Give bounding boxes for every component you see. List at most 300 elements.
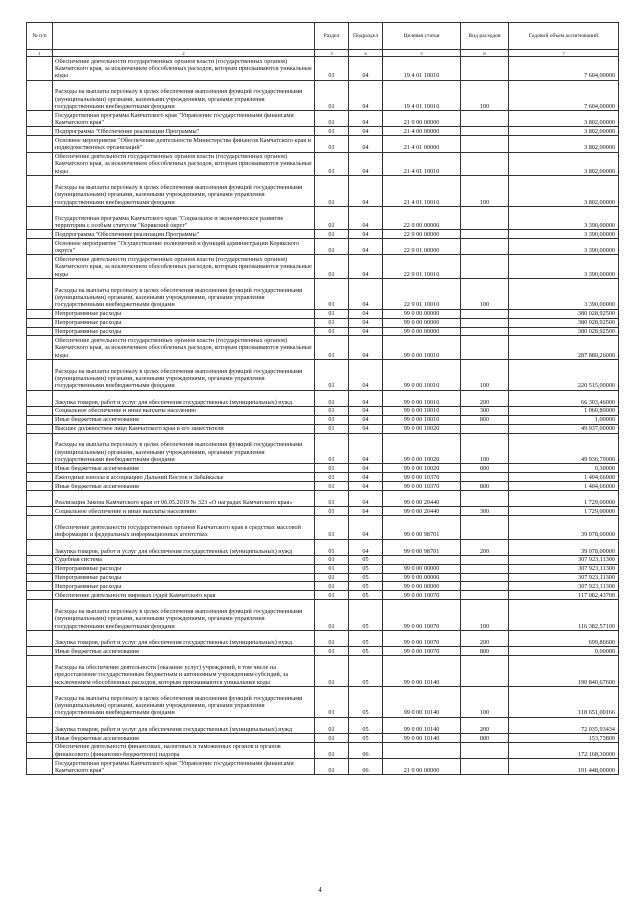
cell-podrazdel: 04 [349,482,383,491]
cell-podrazdel: 04 [349,464,383,473]
cell-podrazdel: 06 [349,742,383,758]
cell-expense-type: 100 [461,80,509,111]
cell-name: Государственная программа Камчатского края "Социальное и экономическое развитие территории с особым статусом "Корякский округ" [53,206,315,230]
cell-razdel: 01 [315,600,349,631]
cell-name: Закупка товаров, работ и услуг для обеспечения государственных (муниципальных) нужд [53,717,315,733]
cell-expense-type [461,230,509,239]
cell-expense-type: 800 [461,464,509,473]
cell-amount: 3 390,00000 [509,255,619,279]
table-row [27,127,619,136]
cell-podrazdel: 05 [349,600,383,631]
table-row [27,555,619,564]
cell-expense-type: 800 [461,647,509,656]
cell-name: Судебная система [53,555,315,564]
cell-target-article: 99 0 00 10140 [383,656,461,687]
cell-target-article: 19 4 01 10010 [383,80,461,111]
cell-podrazdel: 05 [349,555,383,564]
cell-num [27,127,53,136]
cell-expense-type [461,336,509,360]
cell-razdel: 01 [315,582,349,591]
table-row [27,278,619,309]
table-row [27,717,619,733]
cell-expense-type [461,516,509,540]
cell-name: Расходы на выплаты персоналу в целях обеспечения выполнения функций государственными (муниципальными) органами, казенными учреждениями, органами управления государственными внебюджетными фондами [53,686,315,717]
table-row [27,539,619,555]
cell-target-article: 99 0 00 98701 [383,516,461,540]
cell-expense-type [461,255,509,279]
cell-amount: 380 028,92500 [509,309,619,318]
cell-num [27,591,53,600]
cell-razdel: 01 [315,390,349,406]
cell-razdel: 01 [315,230,349,239]
cell-num [27,555,53,564]
table-row [27,230,619,239]
cell-target-article: 99 0 00 10020 [383,424,461,433]
cell-target-article: 99 0 00 00000 [383,327,461,336]
cell-razdel: 01 [315,57,349,81]
cell-expense-type: 800 [461,482,509,491]
table-row [27,206,619,230]
cell-amount: 66 303,46000 [509,390,619,406]
cell-name: Расходы на выплаты персоналу в целях обеспечения выполнения функций государственными (муниципальными) органами, казенными учреждениями, органами управления государственными внебюджетными фондами [53,359,315,390]
cell-podrazdel: 04 [349,230,383,239]
cell-amount: 7 604,00000 [509,57,619,81]
cell-podrazdel: 04 [349,152,383,176]
cell-target-article: 99 0 00 00000 [383,318,461,327]
cell-name: Расходы на выплаты персоналу в целях обеспечения выполнения функций государственными (муниципальными) органами, казенными учреждениями, органами управления государственными внебюджетными фондами [53,433,315,464]
cell-expense-type: 200 [461,539,509,555]
table-row [27,631,619,647]
cell-podrazdel: 05 [349,647,383,656]
table-row [27,656,619,687]
cell-num [27,309,53,318]
cell-expense-type [461,491,509,507]
cell-razdel: 01 [315,555,349,564]
cell-podrazdel: 04 [349,80,383,111]
cell-razdel: 01 [315,111,349,127]
cell-razdel: 01 [315,239,349,255]
cell-num [27,742,53,758]
table-row [27,176,619,207]
table-row [27,80,619,111]
cell-target-article: 99 0 00 00000 [383,309,461,318]
cell-amount: 307 923,11300 [509,564,619,573]
cell-target-article: 22 9 01 00000 [383,239,461,255]
cell-target-article: 99 0 00 10140 [383,717,461,733]
cell-num [27,600,53,631]
cell-num [27,136,53,152]
cell-num [27,564,53,573]
cell-target-article: 99 0 00 00000 [383,573,461,582]
cell-name: Обеспечение деятельности мировых судей Камчатского края [53,591,315,600]
cell-name: Иные бюджетные ассигнования [53,415,315,424]
cell-expense-type: 800 [461,415,509,424]
cell-target-article: 99 0 00 10010 [383,406,461,415]
cell-name: Расходы на выплаты персоналу в целях обеспечения выполнения функций государственными (муниципальными) органами, казенными учреждениями, органами управления государственными внебюджетными фондами [53,80,315,111]
budget-allocation-table [26,22,619,775]
cell-amount: 39 078,00000 [509,516,619,540]
table-row [27,686,619,717]
cell-num [27,80,53,111]
cell-target-article: 99 0 00 10010 [383,415,461,424]
cell-amount: 1 729,00000 [509,491,619,507]
cell-amount: 1 404,66000 [509,473,619,482]
table-row [27,600,619,631]
cell-amount: 1 060,80000 [509,406,619,415]
cell-expense-type: 200 [461,390,509,406]
table-header-row [27,23,619,50]
cell-podrazdel: 04 [349,278,383,309]
cell-podrazdel: 05 [349,686,383,717]
cell-podrazdel: 04 [349,424,383,433]
table-row [27,406,619,415]
cell-amount: 3 390,00000 [509,278,619,309]
cell-expense-type: 100 [461,278,509,309]
cell-expense-type: 100 [461,600,509,631]
cell-target-article: 99 0 00 10140 [383,686,461,717]
cell-name: Социальное обеспечение и иные выплаты населению [53,507,315,516]
cell-name: Подпрограмма "Обеспечение реализации Программы" [53,230,315,239]
cell-podrazdel: 04 [349,336,383,360]
header-annual-amount: Годовой объем ассигнований [509,23,619,50]
cell-razdel: 01 [315,309,349,318]
header-name [53,23,315,50]
cell-expense-type [461,591,509,600]
cell-num [27,152,53,176]
cell-target-article: 99 0 00 10370 [383,473,461,482]
table-row [27,758,619,774]
cell-name: Иные бюджетные ассигнования [53,733,315,742]
cell-name: Закупка товаров, работ и услуг для обеспечения государственных (муниципальных) нужд [53,631,315,647]
cell-target-article: 22 9 00 00000 [383,230,461,239]
cell-name: Основное мероприятие "Обеспечение деятельности Министерства финансов Камчатского края и подведомственных организаций" [53,136,315,152]
cell-razdel: 01 [315,631,349,647]
cell-podrazdel: 05 [349,717,383,733]
table-row [27,742,619,758]
cell-podrazdel: 04 [349,309,383,318]
cell-num [27,491,53,507]
cell-amount: 39 078,00000 [509,539,619,555]
cell-amount: 3 390,00000 [509,206,619,230]
cell-amount: 101 448,00000 [509,758,619,774]
cell-expense-type [461,573,509,582]
table-row [27,473,619,482]
cell-expense-type [461,318,509,327]
cell-podrazdel: 04 [349,206,383,230]
cell-amount: 49 936,70000 [509,433,619,464]
column-number: 4 [349,50,383,57]
cell-name: Расходы на выплаты персоналу в целях обеспечения выполнения функций государственными (муниципальными) органами, казенными учреждениями, органами управления государственными внебюджетными фондами [53,600,315,631]
cell-num [27,359,53,390]
cell-target-article: 99 0 00 10140 [383,733,461,742]
cell-amount: 3 802,00000 [509,152,619,176]
cell-name: Обеспечение деятельности государственных органов власти (государственных органов) Камчатского края, за исключением обособленных расходов, которым присваиваются уникальные коды [53,255,315,279]
cell-target-article: 99 0 00 10070 [383,647,461,656]
cell-razdel: 01 [315,464,349,473]
cell-num [27,176,53,207]
cell-expense-type: 200 [461,717,509,733]
cell-podrazdel: 04 [349,415,383,424]
cell-podrazdel: 05 [349,582,383,591]
cell-target-article: 21 4 01 00000 [383,136,461,152]
cell-amount: 72 035,93434 [509,717,619,733]
cell-podrazdel: 04 [349,539,383,555]
cell-razdel: 01 [315,491,349,507]
cell-num [27,482,53,491]
cell-num [27,516,53,540]
cell-name: Непрограммные расходы [53,582,315,591]
cell-target-article: 99 0 00 10070 [383,591,461,600]
table-row [27,733,619,742]
cell-podrazdel: 04 [349,359,383,390]
cell-target-article: 99 0 00 10020 [383,464,461,473]
cell-razdel: 01 [315,136,349,152]
column-number: 2 [53,50,315,57]
cell-podrazdel: 05 [349,631,383,647]
cell-expense-type [461,309,509,318]
cell-target-article: 99 0 00 10010 [383,336,461,360]
cell-name: Основное мероприятие "Осуществление полномочий и функций администрации Корякского округа" [53,239,315,255]
cell-amount: 1,00000 [509,415,619,424]
cell-target-article: 21 4 01 10010 [383,176,461,207]
cell-amount: 3 802,00000 [509,111,619,127]
cell-name: Государственная программа Камчатского края "Управление государственными финансами Камчатского края" [53,111,315,127]
cell-target-article: 99 0 00 98701 [383,539,461,555]
cell-target-article: 99 0 00 10070 [383,631,461,647]
cell-amount: 118 651,00166 [509,686,619,717]
cell-amount: 49 937,00000 [509,424,619,433]
cell-target-article: 19 4 01 10010 [383,57,461,81]
cell-expense-type [461,206,509,230]
cell-name: Социальное обеспечение и иные выплаты населению [53,406,315,415]
cell-razdel: 01 [315,482,349,491]
cell-expense-type [461,127,509,136]
cell-razdel: 01 [315,591,349,600]
cell-num [27,686,53,717]
cell-razdel: 01 [315,656,349,687]
cell-amount: 172 168,30000 [509,742,619,758]
table-row [27,491,619,507]
cell-name: Закупка товаров, работ и услуг для обеспечения государственных (муниципальных) нужд [53,390,315,406]
cell-amount: 380 028,92500 [509,318,619,327]
table-row [27,482,619,491]
cell-razdel: 01 [315,516,349,540]
cell-target-article: 99 0 00 00000 [383,582,461,591]
cell-target-article: 99 0 00 10010 [383,359,461,390]
cell-podrazdel: 05 [349,564,383,573]
table-row [27,152,619,176]
table-row [27,327,619,336]
cell-target-article: 99 0 00 20440 [383,491,461,507]
cell-num [27,415,53,424]
table-row [27,336,619,360]
table-row [27,573,619,582]
cell-expense-type [461,758,509,774]
cell-podrazdel: 04 [349,491,383,507]
cell-razdel: 01 [315,742,349,758]
cell-razdel: 01 [315,758,349,774]
cell-name: Обеспечение деятельности государственных органов власти (государственных органов) Камчатского края, за исключением обособленных расходов, которым присваиваются уникальные коды [53,57,315,81]
cell-razdel: 01 [315,507,349,516]
cell-expense-type: 100 [461,176,509,207]
page-number: 4 [318,886,322,894]
cell-target-article: 22 9 01 10010 [383,255,461,279]
cell-expense-type [461,742,509,758]
table-row [27,255,619,279]
table-row [27,591,619,600]
cell-podrazdel: 04 [349,127,383,136]
table-row [27,318,619,327]
cell-razdel: 01 [315,473,349,482]
cell-name: Реализация Закона Камчатского края от 06.05.2019 № 323 «О наградах Камчатского края» [53,491,315,507]
cell-expense-type: 300 [461,507,509,516]
cell-razdel: 01 [315,127,349,136]
cell-name: Обеспечение деятельности финансовых, налоговых и таможенных органов и органов финансового (финансово-бюджетного) надзора [53,742,315,758]
cell-razdel: 01 [315,564,349,573]
cell-target-article: 22 9 01 10010 [383,278,461,309]
cell-razdel: 01 [315,255,349,279]
cell-expense-type: 800 [461,733,509,742]
cell-expense-type: 200 [461,631,509,647]
column-number-row [27,50,619,57]
cell-razdel: 01 [315,152,349,176]
cell-amount: 3 390,00000 [509,239,619,255]
cell-expense-type [461,152,509,176]
cell-amount: 3 390,00000 [509,230,619,239]
cell-num [27,206,53,230]
cell-num [27,318,53,327]
column-number: 7 [509,50,619,57]
cell-podrazdel: 04 [349,111,383,127]
cell-amount: 116 382,57100 [509,600,619,631]
column-number: 6 [461,50,509,57]
table-row [27,57,619,81]
cell-podrazdel: 05 [349,591,383,600]
table-row [27,239,619,255]
cell-target-article: 21 4 01 10010 [383,152,461,176]
cell-name: Закупка товаров, работ и услуг для обеспечения государственных (муниципальных) нужд [53,539,315,555]
cell-podrazdel: 04 [349,176,383,207]
table-row [27,309,619,318]
cell-num [27,336,53,360]
cell-expense-type [461,327,509,336]
cell-amount: 307 923,11300 [509,582,619,591]
cell-name: Непрограммные расходы [53,564,315,573]
cell-amount: 0,30000 [509,464,619,473]
cell-podrazdel: 04 [349,327,383,336]
cell-num [27,433,53,464]
cell-target-article: 22 0 00 00000 [383,206,461,230]
cell-num [27,424,53,433]
cell-num [27,539,53,555]
cell-amount: 1 729,00000 [509,507,619,516]
cell-razdel: 01 [315,415,349,424]
cell-podrazdel: 05 [349,573,383,582]
cell-razdel: 01 [315,318,349,327]
cell-name: Обеспечение деятельности государственных органов власти (государственных органов) Камчатского края, за исключением обособленных расходов, которым присваиваются уникальные коды [53,336,315,360]
table-row [27,564,619,573]
cell-num [27,464,53,473]
cell-target-article: 99 0 00 10370 [383,482,461,491]
cell-expense-type [461,564,509,573]
cell-podrazdel: 04 [349,433,383,464]
budget-table-sheet [26,22,618,775]
cell-razdel: 01 [315,539,349,555]
cell-num [27,278,53,309]
table-row [27,464,619,473]
header-num: № п/п [27,23,53,50]
table-row [27,390,619,406]
cell-razdel: 01 [315,647,349,656]
cell-num [27,473,53,482]
header-podrazdel: Подраздел [349,23,383,50]
cell-amount: 307 923,11300 [509,573,619,582]
cell-razdel: 01 [315,733,349,742]
cell-amount: 7 604,00000 [509,80,619,111]
cell-target-article: 99 0 00 10070 [383,600,461,631]
cell-amount: 699,86600 [509,631,619,647]
cell-num [27,57,53,81]
cell-target-article: 99 0 00 10010 [383,390,461,406]
cell-podrazdel: 04 [349,318,383,327]
cell-target-article: 99 0 00 10020 [383,433,461,464]
cell-num [27,758,53,774]
cell-target-article [383,742,461,758]
cell-num [27,631,53,647]
table-row [27,415,619,424]
table-row [27,507,619,516]
cell-num [27,327,53,336]
cell-expense-type: 100 [461,359,509,390]
cell-razdel: 01 [315,717,349,733]
cell-name: Расходы на обеспечение деятельности (оказание услуг) учреждений, в том числе на предоставление государственным бюджетным и автономным учреждениям субсидий, за исключением обособленных расходов, которым присваиваются уникальные коды [53,656,315,687]
cell-num [27,573,53,582]
cell-name: Государственная программа Камчатского края "Управление государственными финансами Камчатского края" [53,758,315,774]
cell-num [27,239,53,255]
cell-amount: 287 880,26000 [509,336,619,360]
cell-amount: 3 802,00000 [509,127,619,136]
cell-num [27,111,53,127]
cell-expense-type [461,57,509,81]
cell-amount: 0,00000 [509,647,619,656]
cell-amount: 153,73800 [509,733,619,742]
cell-num [27,582,53,591]
cell-num [27,406,53,415]
cell-name: Непрограммные расходы [53,573,315,582]
cell-expense-type: 100 [461,433,509,464]
cell-podrazdel: 04 [349,57,383,81]
cell-name: Расходы на выплаты персоналу в целях обеспечения выполнения функций государственными (муниципальными) органами, казенными учреждениями, органами управления государственными внебюджетными фондами [53,278,315,309]
cell-expense-type [461,473,509,482]
cell-name: Непрограммные расходы [53,309,315,318]
cell-name: Ежегодные взносы в ассоциацию Дальний Восток и Забайкалье [53,473,315,482]
cell-razdel: 01 [315,206,349,230]
cell-podrazdel: 06 [349,758,383,774]
cell-podrazdel: 04 [349,507,383,516]
cell-name: Высшее должностное лицо Камчатского края и его заместители [53,424,315,433]
cell-num [27,255,53,279]
cell-razdel: 01 [315,433,349,464]
cell-amount: 220 515,00000 [509,359,619,390]
cell-expense-type [461,555,509,564]
table-row [27,516,619,540]
cell-name: Расходы на выплаты персоналу в целях обеспечения выполнения функций государственными (муниципальными) органами, казенными учреждениями, органами управления государственными внебюджетными фондами [53,176,315,207]
cell-expense-type [461,582,509,591]
cell-razdel: 01 [315,359,349,390]
table-row [27,136,619,152]
cell-razdel: 01 [315,176,349,207]
cell-name: Иные бюджетные ассигнования [53,647,315,656]
